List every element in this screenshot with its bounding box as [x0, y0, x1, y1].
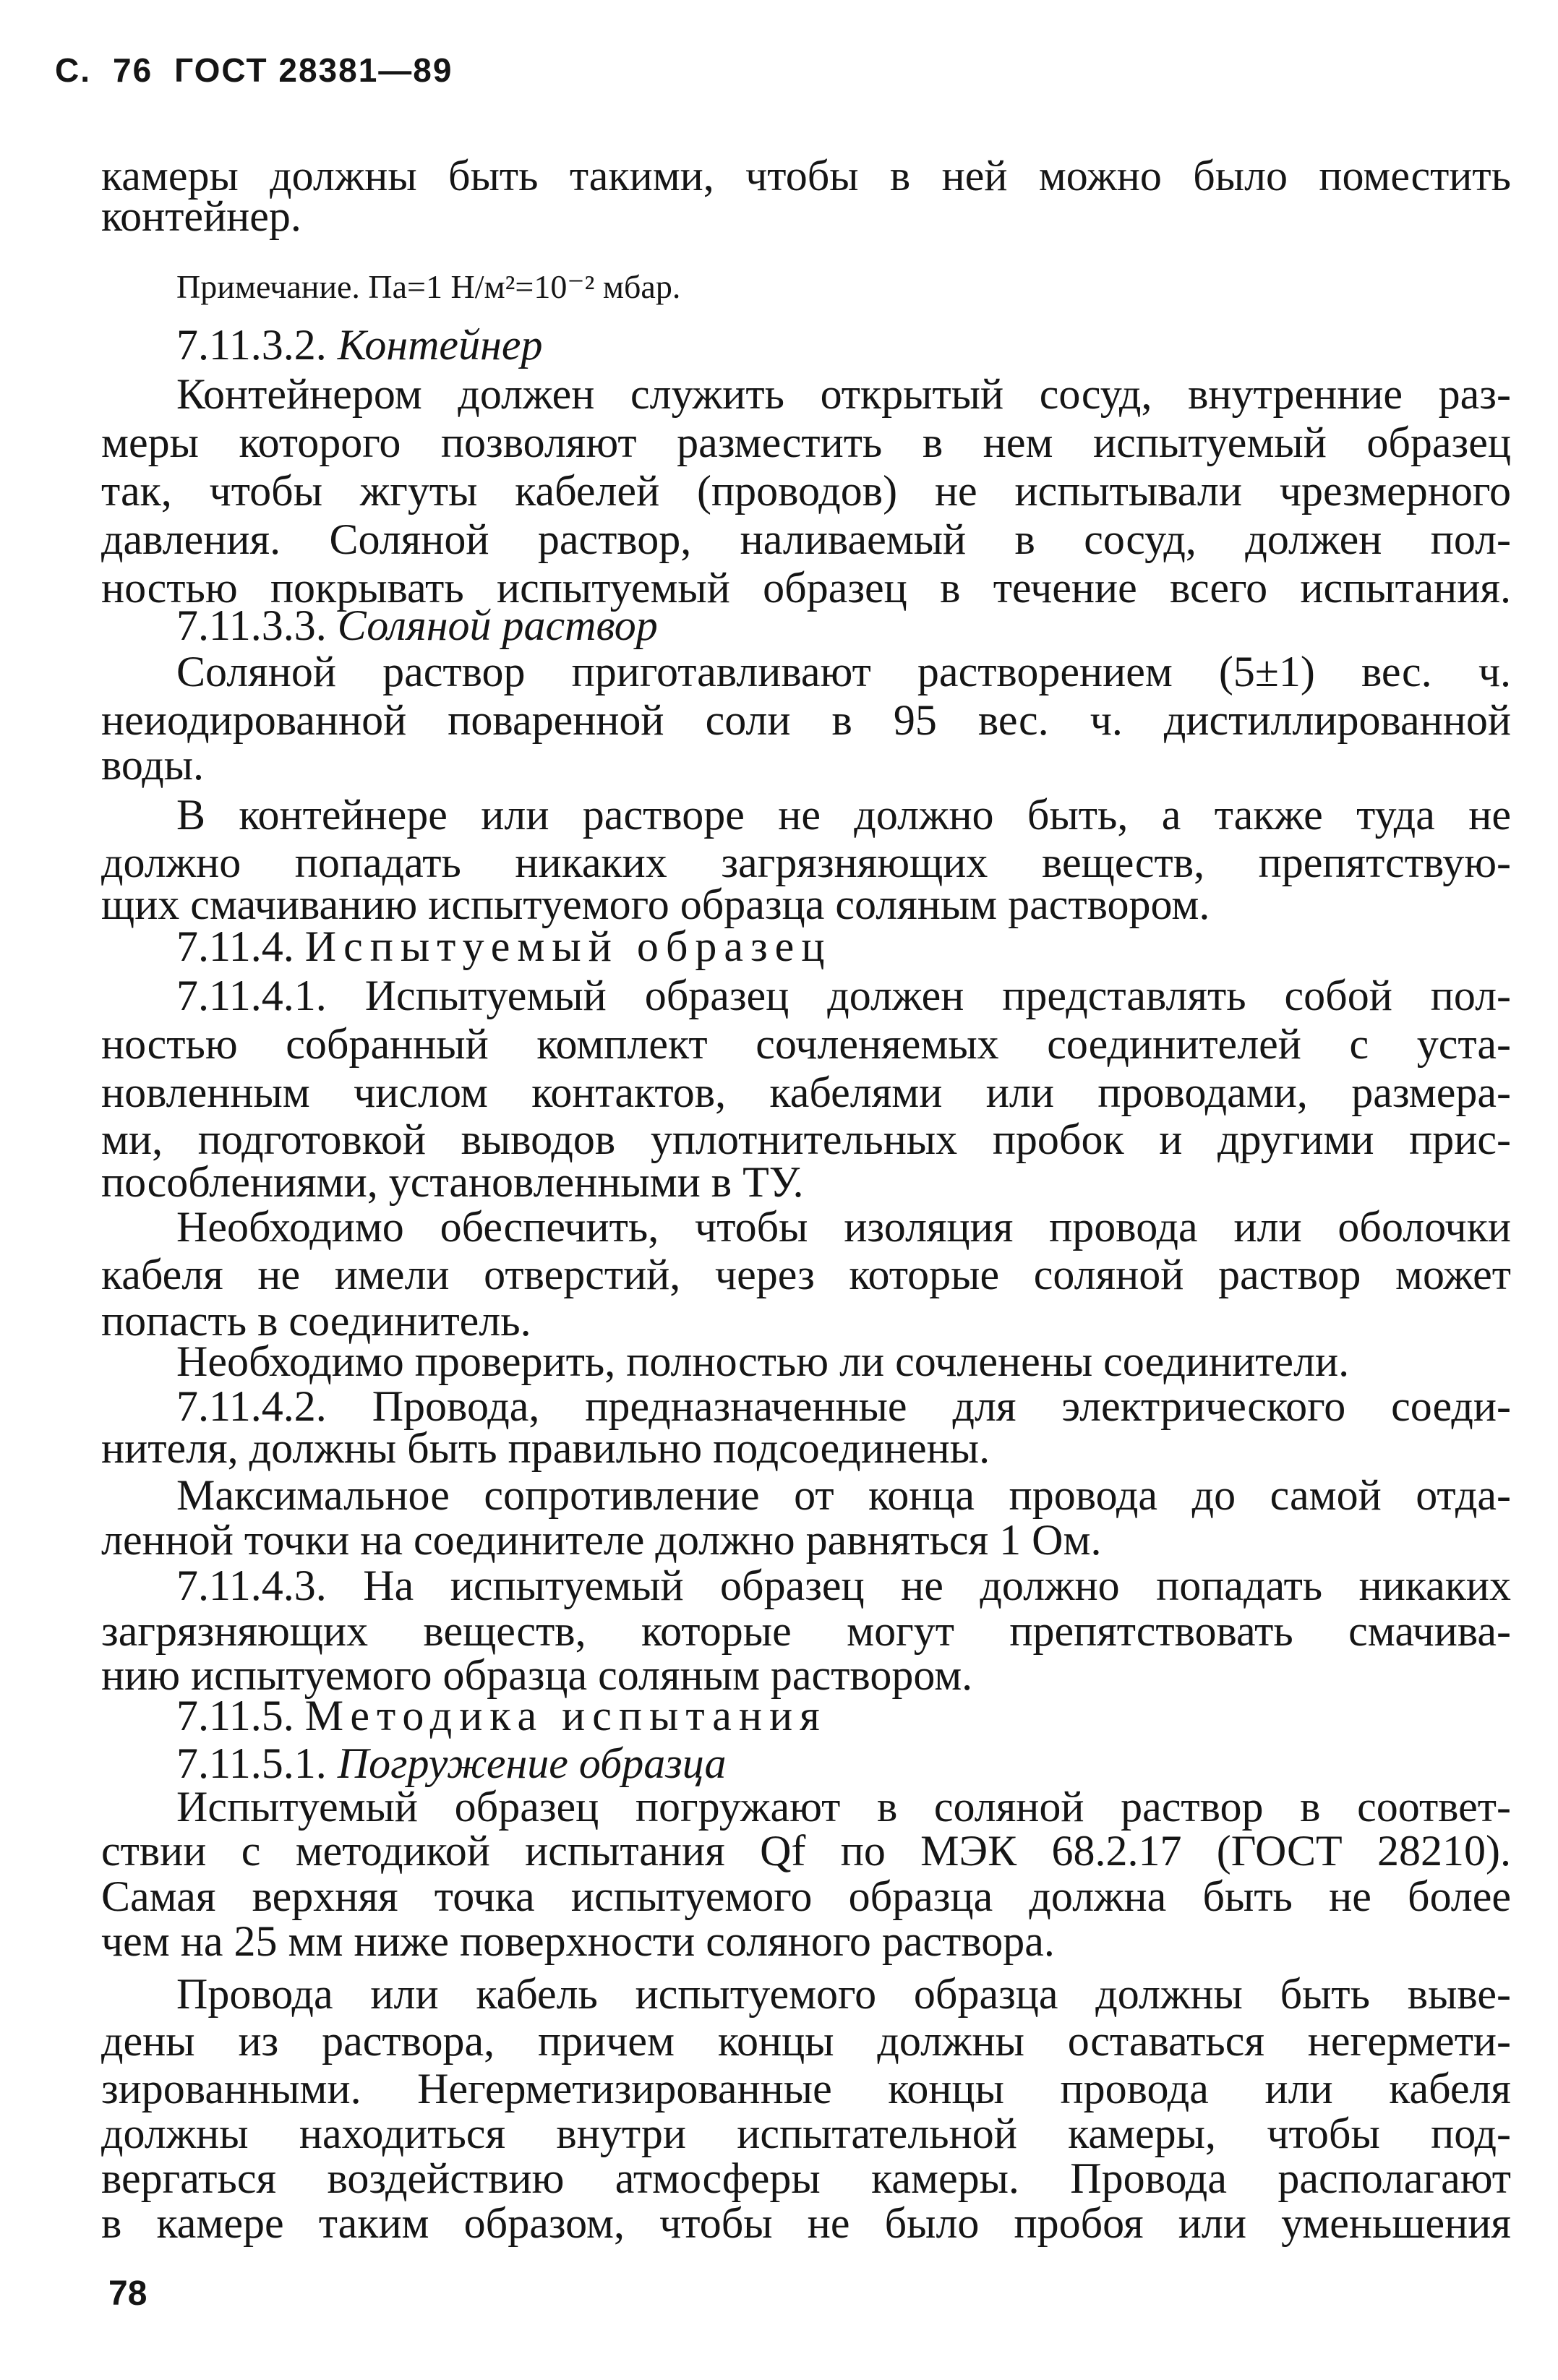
section-title: Погружение образца: [337, 1739, 727, 1787]
text-line: должно попадать никаких загрязняющих веществ, препятствую-: [101, 839, 1511, 886]
text-line: камеры должны быть такими, чтобы в ней можно было поместить: [101, 152, 1511, 200]
text-line: 7.11.4.1. Испытуемый образец должен представлять собой пол-: [176, 972, 1511, 1019]
text-line: Испытуемый образец погружают в соляной раствор в соответ-: [176, 1783, 1511, 1831]
text-line: Контейнером должен служить открытый сосуд, внутренние раз-: [176, 370, 1511, 418]
text-line: меры которого позволяют разместить в нем испытуемый образец: [101, 419, 1511, 466]
page-header: [55, 51, 474, 90]
text-line: попасть в соединитель.: [101, 1297, 531, 1345]
text-line: 7.11.4.3. На испытуемый образец не должно попадать никаких: [176, 1562, 1511, 1609]
text-line: воды.: [101, 741, 205, 789]
text-line: В контейнере или растворе не должно быть, а также туда не: [176, 791, 1511, 839]
text-line: Необходимо обеспечить, чтобы изоляция провода или оболочки: [176, 1203, 1511, 1251]
text-line: Соляной раствор приготавливают растворением (5±1) вес. ч.: [176, 648, 1511, 695]
section-number: 7.11.3.2.: [176, 321, 327, 369]
section-number: 7.11.5.1.: [176, 1739, 327, 1787]
text-line: чем на 25 мм ниже поверхности соляного раствора.: [101, 1917, 1055, 1965]
text-line: пособлениями, установленными в ТУ.: [101, 1158, 804, 1206]
text-line: нителя, должны быть правильно подсоединены.: [101, 1424, 990, 1472]
section-heading: [176, 321, 1511, 369]
section-title: Испытуемый образец: [304, 923, 832, 970]
text-line: ми, подготовкой выводов уплотнительных пробок и другими прис-: [101, 1116, 1511, 1163]
header-prefix: С.: [55, 51, 91, 89]
header-page-number: 76: [113, 51, 153, 89]
header-standard: ГОСТ 28381—89: [174, 51, 453, 89]
text-line: новленным числом контактов, кабелями или проводами, размера-: [101, 1069, 1511, 1116]
section-title: Методика испытания: [304, 1692, 827, 1739]
section-heading: [176, 1739, 1511, 1787]
text-line: контейнер.: [101, 192, 301, 240]
text-line: Самая верхняя точка испытуемого образца должна быть не более: [101, 1872, 1511, 1920]
section-heading: [176, 923, 1511, 970]
note-line: Примечание. Па=1 Н/м²=10⁻² мбар.: [176, 268, 681, 305]
text-line: дены из раствора, причем концы должны оставаться негермети-: [101, 2017, 1511, 2065]
section-heading: [176, 1692, 1511, 1739]
text-line: Провода или кабель испытуемого образца должны быть выве-: [176, 1970, 1511, 2018]
text-line: ностью собранный комплект сочленяемых соединителей с уста-: [101, 1020, 1511, 1068]
text-line: щих смачиванию испытуемого образца соляным раствором.: [101, 881, 1210, 928]
text-line: ленной точки на соединителе должно равняться 1 Ом.: [101, 1516, 1102, 1564]
text-line: кабеля не имели отверстий, через которые соляной раствор может: [101, 1251, 1511, 1298]
section-title: Соляной раствор: [337, 602, 658, 649]
section-number: 7.11.4.: [176, 923, 294, 970]
text-line: неиодированной поваренной соли в 95 вес. ч. дистиллированной: [101, 696, 1511, 744]
text-line: Необходимо проверить, полностью ли сочленены соединители.: [176, 1337, 1350, 1385]
text-line: зированными. Негерметизированные концы провода или кабеля: [101, 2065, 1511, 2113]
text-line: вергаться воздействию атмосферы камеры. Провода располагают: [101, 2154, 1511, 2202]
section-number: 7.11.5.: [176, 1692, 294, 1739]
text-line: должны находиться внутри испытательной камеры, чтобы под-: [101, 2110, 1511, 2157]
section-number: 7.11.3.3.: [176, 602, 327, 649]
text-line: нию испытуемого образца соляным раствором.: [101, 1651, 973, 1699]
section-title: Контейнер: [337, 321, 543, 369]
text-line: ностью покрывать испытуемый образец в течение всего испытания.: [101, 564, 1511, 612]
text-line: ствии с методикой испытания Qf по МЭК 68.2.17 (ГОСТ 28210).: [101, 1827, 1511, 1875]
text-line: загрязняющих веществ, которые могут препятствовать смачива-: [101, 1607, 1511, 1655]
text-line: так, чтобы жгуты кабелей (проводов) не испытывали чрезмерного: [101, 467, 1511, 515]
text-line: Максимальное сопротивление от конца провода до самой отда-: [176, 1471, 1511, 1519]
section-heading: [176, 602, 1511, 649]
text-line: 7.11.4.2. Провода, предназначенные для электрического соеди-: [176, 1382, 1511, 1430]
page-number: 78: [108, 2274, 147, 2313]
text-line: в камере таким образом, чтобы не было пробоя или уменьшения: [101, 2199, 1511, 2247]
text-line: давления. Соляной раствор, наливаемый в сосуд, должен пол-: [101, 515, 1511, 563]
